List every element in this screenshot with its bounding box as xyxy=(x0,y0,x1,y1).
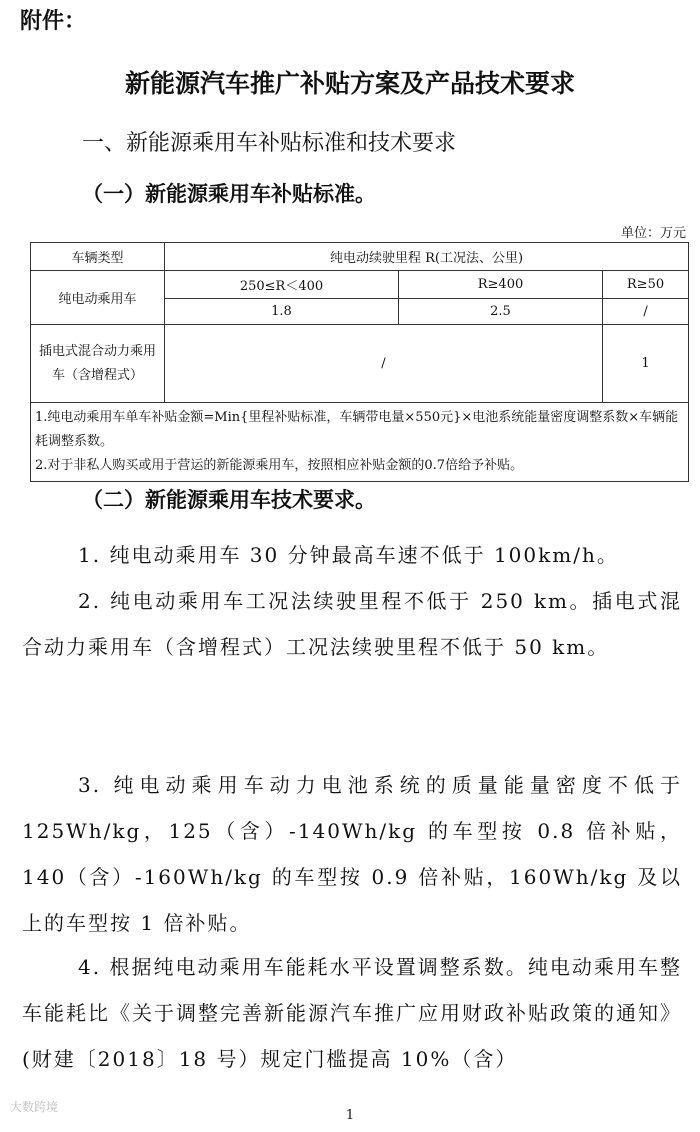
table-row xyxy=(31,403,689,482)
table-row xyxy=(31,243,689,271)
paragraph-4: 4. 根据纯电动乘用车能耗水平设置调整系数。纯电动乘用车整车能耗比《关于调整完善新能源汽车推广应用财政补贴政策的通知》(财建〔2018〕18 号）规定门槛提高 10%（含） xyxy=(22,955,682,1071)
annex-label: 附件： xyxy=(20,9,87,34)
range-col2: R≥400 xyxy=(399,271,603,299)
phev-label: 插电式混合动力乘用车（含增程式） xyxy=(31,325,165,403)
subsidy-standard-table xyxy=(30,242,689,482)
section1-heading: 一、新能源乘用车补贴标准和技术要求 xyxy=(82,131,457,156)
header-vehicle-type: 车辆类型 xyxy=(31,243,165,271)
document-title: 新能源汽车推广补贴方案及产品技术要求 xyxy=(124,69,575,98)
page-number: 1 xyxy=(345,1108,355,1123)
paragraph-3: 3. 纯电动乘用车动力电池系统的质量能量密度不低于 125Wh/kg，125（含）-140Wh/kg 的车型按 0.8 倍补贴，140（含）-160Wh/kg 的车型按 0.9 倍补贴，160Wh/kg 及以上的车型按 1 倍补贴。 xyxy=(22,773,682,935)
table-note-2: 2.对于非私人购买或用于营运的新能源乘用车，按照相应补贴金额的0.7倍给予补贴。 xyxy=(35,458,524,473)
paragraph-1: 1. 纯电动乘用车 30 分钟最高车速不低于 100km/h。 xyxy=(78,543,619,567)
table-notes xyxy=(31,403,689,482)
subsection2-heading: （二）新能源乘用车技术要求。 xyxy=(82,487,376,512)
header-range: 纯电动续驶里程 R(工况法、公里) xyxy=(165,243,689,271)
subsection1-heading: （一）新能源乘用车补贴标准。 xyxy=(82,181,376,206)
bev-value3: / xyxy=(603,299,689,325)
table-row xyxy=(31,271,689,299)
watermark: 大数跨境 xyxy=(10,1100,59,1114)
bev-label: 纯电动乘用车 xyxy=(31,271,165,325)
range-col3: R≥50 xyxy=(603,271,689,299)
phev-value-last: 1 xyxy=(603,325,689,403)
unit-label: 单位：万元 xyxy=(620,226,686,241)
bev-value2: 2.5 xyxy=(399,299,603,325)
bev-value1: 1.8 xyxy=(165,299,399,325)
range-col1: 250≤R＜400 xyxy=(165,271,399,299)
paragraph-2: 2. 纯电动乘用车工况法续驶里程不低于 250 km。插电式混合动力乘用车（含增程式）工况法续驶里程不低于 50 km。 xyxy=(22,589,682,659)
phev-value-main: / xyxy=(165,325,603,403)
table-note-1: 1.纯电动乘用车单车补贴金额=Min{里程补贴标准，车辆带电量×550元}×电池系统能量密度调整系数×车辆能耗调整系数。 xyxy=(35,410,679,449)
table-row xyxy=(31,325,689,403)
